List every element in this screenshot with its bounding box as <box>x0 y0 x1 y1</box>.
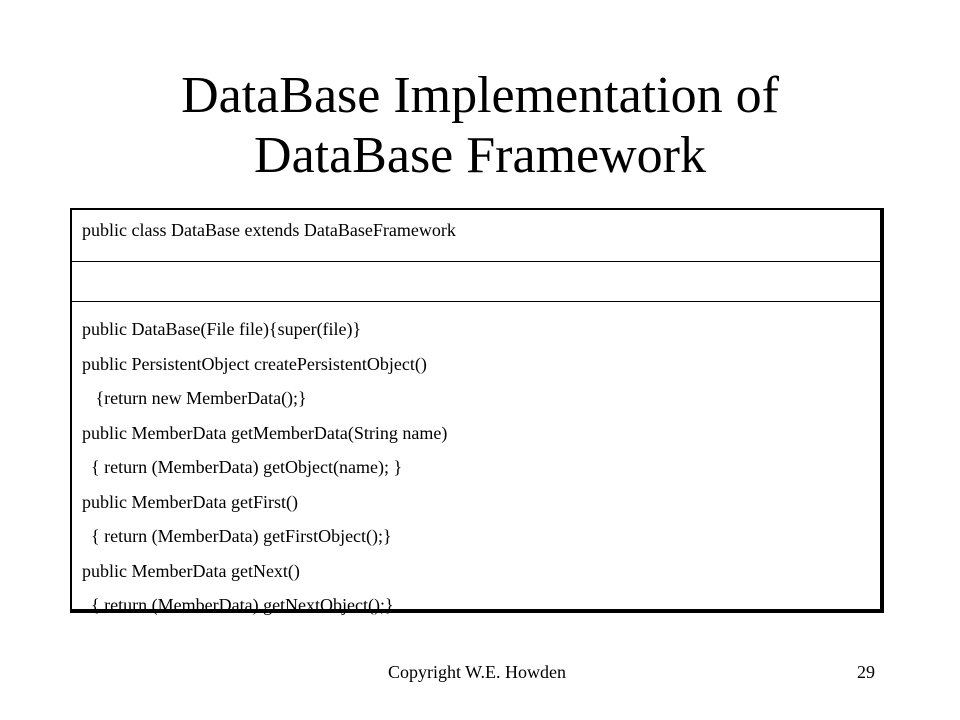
class-declaration: public class DataBase extends DataBaseFramework <box>72 210 880 262</box>
method-line-constructor: public DataBase(File file){super(file)} <box>82 319 362 339</box>
slide-title <box>0 66 960 186</box>
method-line-create-persistent-object: public PersistentObject createPersistentObject() <box>82 353 427 374</box>
class-methods-section <box>72 302 880 623</box>
title-line-2: DataBase Framework <box>254 127 706 184</box>
method-line-get-member-data: public MemberData getMemberData(String name) <box>82 422 448 443</box>
method-line-get-first-body: { return (MemberData) getFirstObject();} <box>82 526 392 546</box>
method-line-get-next: public MemberData getNext() <box>82 560 300 581</box>
method-line-get-next-body: { return (MemberData) getNextObject();} <box>82 595 394 615</box>
class-attributes-section <box>72 262 880 302</box>
page-number: 29 <box>857 662 875 682</box>
title-line-1: DataBase Implementation of <box>181 67 779 124</box>
method-line-get-member-data-body: { return (MemberData) getObject(name); } <box>82 457 403 477</box>
method-line-get-first: public MemberData getFirst() <box>82 491 298 512</box>
class-diagram-box <box>70 208 884 613</box>
footer-copyright: Copyright W.E. Howden <box>388 662 566 682</box>
method-line-create-persistent-object-body: {return new MemberData();} <box>82 388 307 408</box>
